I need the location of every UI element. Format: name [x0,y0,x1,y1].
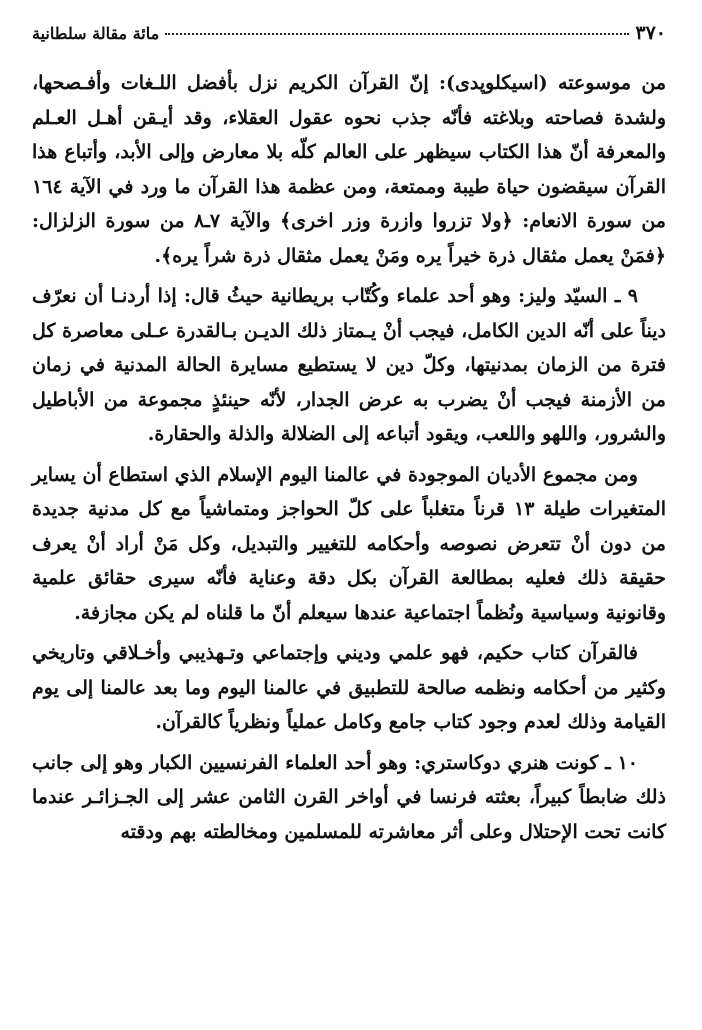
paragraph-wells: ٩ ـ السيّد وليز: وهو أحد علماء وكُتّاب بريطانية حيثُ قال: إذا أردنـا أن نعرّف ديناً على أنّه الدين الكامل، فيجب أنْ يـمتاز ذلك الديـن بـالقدرة عـلى معاصرة كل فترة من الزمان بمدنيتها، وكلّ دين لا يستطيع مسايرة الحالة المدنية في زمان من الأزمنة فيجب أنْ يضرب به عرض الجدار، لأنّه حينئذٍ مجموعة من الأباطيل والشرور، واللهو واللعب، ويقود أتباعه إلى الضلالة والذلة والحقارة. [32,285,666,445]
paragraph-continuation [32,66,666,273]
paragraph-de-castries: ١٠ ـ كونت هنري دوكاستري: وهو أحد العلماء الفرنسيين الكبار وهو إلى جانب ذلك ضابطاً كبيراً، بعثته فرنسا في أواخر القرن الثامن عشر إلى الجـزائـر عندما كانت تحت الإحتلال وعلى أثر معاشرته للمسلمين ومخالطته بهم ودقته [32,751,666,843]
paragraph-religions: ومن مجموع الأديان الموجودة في عالمنا اليوم الإسلام الذي استطاع أن يساير المتغيرات طيلة ١٣ قرناً متغلباً على كلّ الحواجز ومتماشياً مع كل مدنية جديدة من دون أنْ تتعرض نصوصه وأحكامه للتغيير والتبديل، وكل مَنْ أراد أنْ يعرف حقيقة ذلك فعليه بمطالعة القرآن بكل دقة وعناية فأنّه سيرى حقائق علمية وقانونية وسياسية ونُظماً اجتماعية عندها سيعلم أنّ ما قلناه لم يكن مجازفة. [32,463,666,624]
quran-quote: ﴿فمَنْ يعمل مثقال ذرة خيراً يره ومَنْ يعمل مثقال ذرة شراً يره﴾ [161,244,666,267]
quran-quote: ﴿ولا تزروا وازرة وزر اخرى﴾ [280,210,513,232]
header-leader-dots [165,33,629,35]
paragraph-text: من موسوعته (اسيكلوپدى): إنّ القرآن الكريم نزل بأفضل اللـغات وأفـصحها، ولشدة فصاحته وبلاغته فأنّه جذب نحوه عقول العقلاء، وقد أيـقن أهـل العـلم والمعرفة أنّ هذا الكتاب سيظهر على العالم كلّه بلا معارض وإلى الأبد، وأتباع هذا القرآن سيقضون حياة طيبة وممتعة، ومن عظمة هذا القرآن ما ورد في الآية ١٦٤ من سورة الانعام: [32,72,666,232]
paragraph-text: والآية ٧ـ٨ من سورة الزلزال: [32,210,281,232]
paragraph-text: . [154,244,162,267]
paragraph-quran-wise: فالقرآن كتاب حكيم، فهو علمي وديني وإجتماعي وتـهذيبي وأخـلاقي وتاريخي وكثير من أحكامه ونظمه صالحة للتطبيق في عالمنا اليوم وما بعد عالمنا إلى يوم القيامة وذلك لعدم وجود كتاب جامع وكامل عملياً ونظرياً كالقرآن. [32,642,666,733]
page-number: ٣٧٠ [635,22,666,44]
running-title: مائة مقالة سلطانية [32,24,160,43]
running-header [32,22,666,52]
page-body [32,66,666,849]
